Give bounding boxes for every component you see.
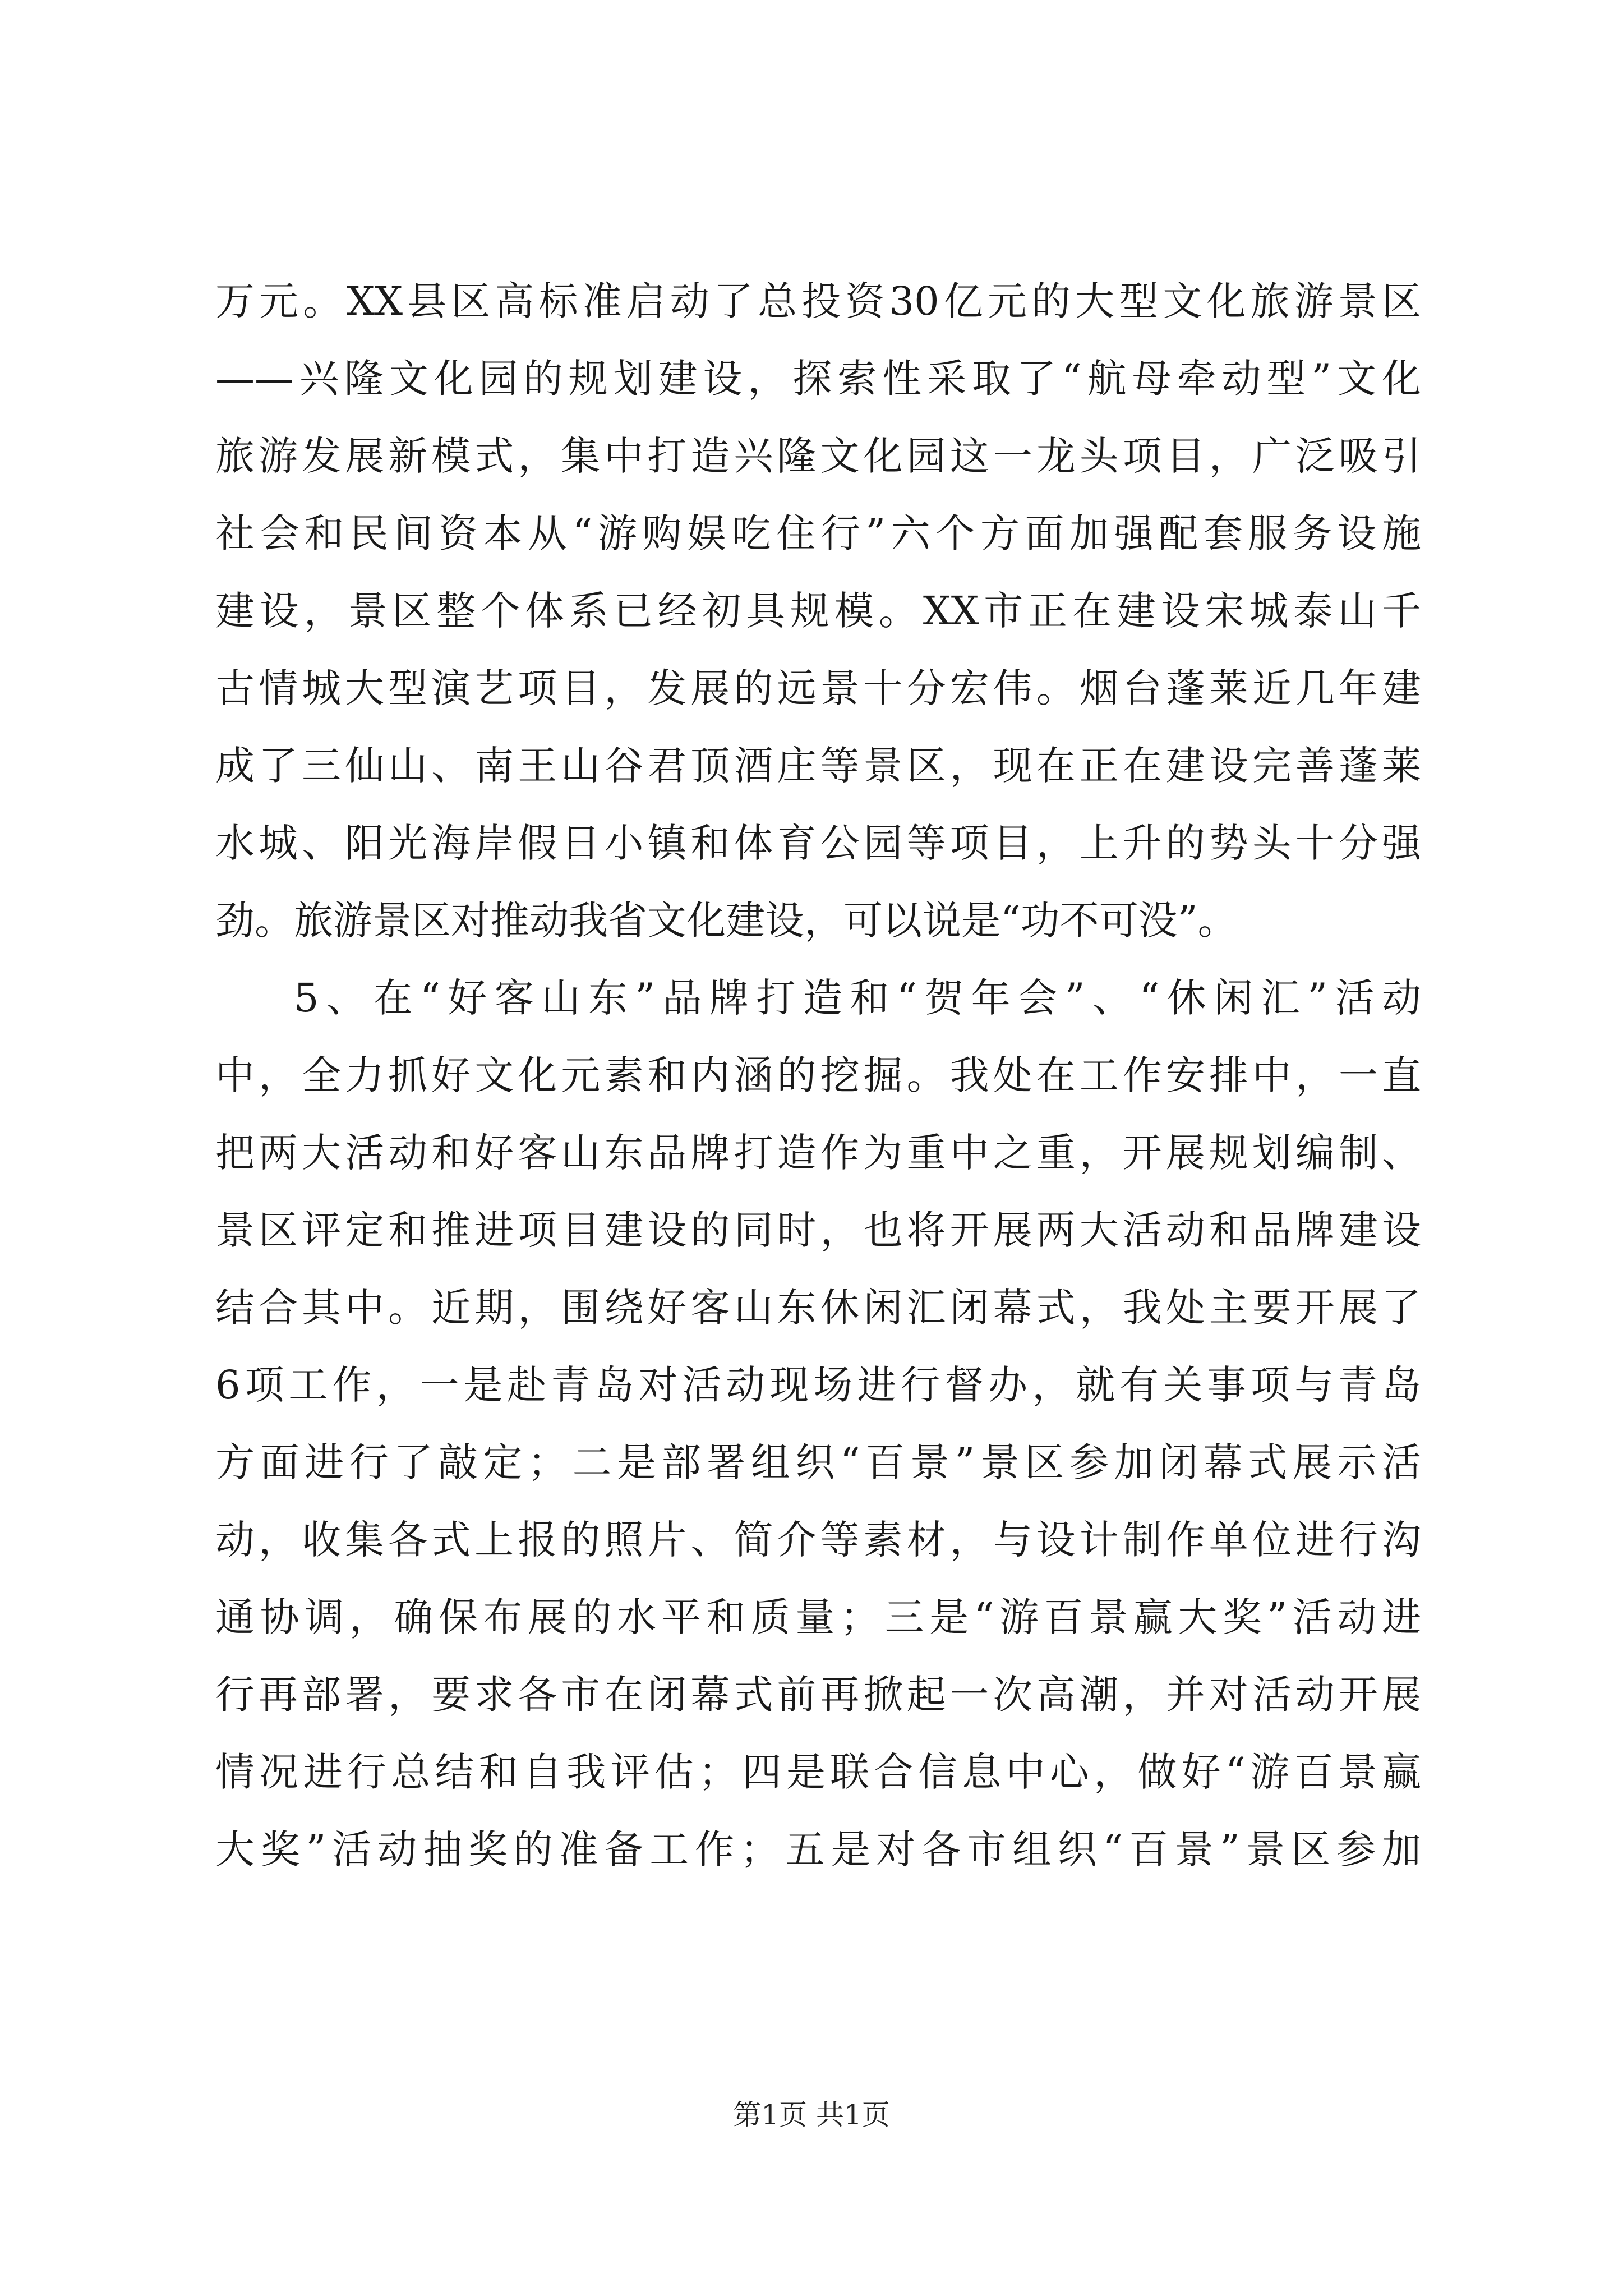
text-line: 大奖”活动抽奖的准备工作；五是对各市组织“百景”景区参加 xyxy=(215,1826,1421,1872)
text-line: 把两大活动和好客山东品牌打造作为重中之重，开展规划编制、 xyxy=(215,1130,1421,1176)
text-line: 景区评定和推进项目建设的同时，也将开展两大活动和品牌建设 xyxy=(215,1207,1421,1253)
text-line: 水城、阳光海岸假日小镇和体育公园等项目，上升的势头十分强 xyxy=(215,820,1421,866)
text-line: 情况进行总结和自我评估；四是联合信息中心，做好“游百景赢 xyxy=(215,1749,1421,1795)
paragraph-start-line: 5、在“好客山东”品牌打造和“贺年会”、“休闲汇”活动 xyxy=(294,975,1421,1021)
body-text xyxy=(215,263,1421,1888)
text-line: 行再部署，要求各市在闭幕式前再掀起一次高潮，并对活动开展 xyxy=(215,1672,1421,1718)
page-number-footer: 第1页 共1页 xyxy=(733,2099,890,2131)
text-line: 成了三仙山、南王山谷君顶酒庄等景区，现在正在建设完善蓬莱 xyxy=(215,743,1421,789)
text-line: 万元。XX县区高标准启动了总投资30亿元的大型文化旅游景区 xyxy=(215,278,1421,324)
text-line: 旅游发展新模式，集中打造兴隆文化园这一龙头项目，广泛吸引 xyxy=(215,433,1421,479)
text-line: 动，收集各式上报的照片、简介等素材，与设计制作单位进行沟 xyxy=(215,1517,1421,1563)
text-line: 社会和民间资本从“游购娱吃住行”六个方面加强配套服务设施 xyxy=(215,510,1421,556)
text-line: 结合其中。近期，围绕好客山东休闲汇闭幕式，我处主要开展了 xyxy=(215,1285,1421,1331)
text-line: ——兴隆文化园的规划建设，探索性采取了“航母牵动型”文化 xyxy=(215,356,1421,402)
text-line: 中，全力抓好文化元素和内涵的挖掘。我处在工作安排中，一直 xyxy=(215,1052,1421,1098)
text-line: 古情城大型演艺项目，发展的远景十分宏伟。烟台蓬莱近几年建 xyxy=(215,665,1421,711)
text-line: 建设，景区整个体系已经初具规模。XX市正在建设宋城泰山千 xyxy=(215,588,1421,634)
text-line: 通协调，确保布展的水平和质量；三是“游百景赢大奖”活动进 xyxy=(215,1594,1421,1640)
text-line: 6项工作，一是赴青岛对活动现场进行督办，就有关事项与青岛 xyxy=(215,1362,1421,1408)
text-line: 劲。旅游景区对推动我省文化建设，可以说是“功不可没”。 xyxy=(215,898,1237,944)
text-line: 方面进行了敲定；二是部署组织“百景”景区参加闭幕式展示活 xyxy=(215,1439,1421,1485)
